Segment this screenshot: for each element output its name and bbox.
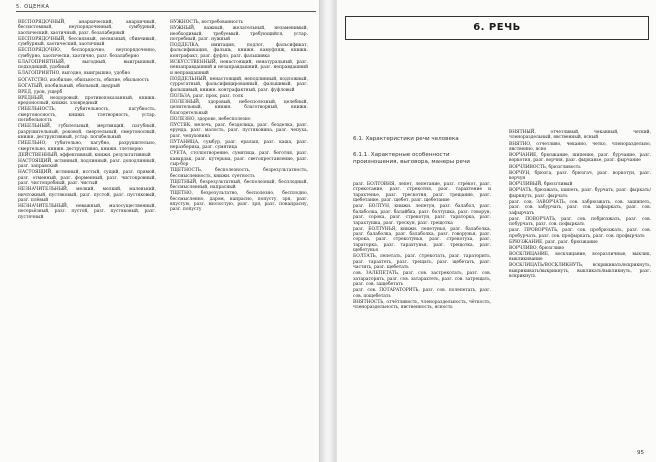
dictionary-entry [170, 191, 308, 213]
dictionary-entry [509, 246, 651, 251]
dictionary-entry [509, 200, 651, 216]
entry-text: ВНЯТНЫЙ, отчетливый, чеканный, четкий, членораздельный, явственный, ясный [509, 130, 651, 141]
running-head [16, 2, 316, 12]
dictionary-entry [18, 20, 156, 36]
dictionary-entry [509, 171, 651, 182]
entry-text: НЕЗНАЧИТЕЛЬНЫЙ, неважный, малосущественный, несерьёзный, разг. пустой, разг. пустяковый, разг. пустячный [18, 204, 156, 220]
entry-text: разг. БОЛТУН, книжн. лепетун, разг. балабол, разг. балаболка, разг. балайбка, разг. болтушка, разг. говорун, разг. сорока, разг. стрекотун, разг. тараторка, разг. тарахтушка, разг. трескун, разг. трещотка [353, 204, 491, 226]
dictionary-entry [18, 96, 156, 107]
dictionary-entry [170, 77, 308, 93]
dictionary-entry [170, 60, 308, 76]
dictionary-entry [509, 182, 651, 187]
entry-text: ПОЛЬЗА, разг. прок, разг. толк [170, 93, 244, 99]
entry-text: ДЕЙСТВЕННЫЙ, эффективный, книжн. результативный [18, 152, 151, 158]
dictionary-entry [509, 228, 651, 239]
dictionary-entry [353, 182, 491, 204]
dictionary-entry [509, 153, 651, 164]
entry-text: ВРЕДНЫЙ, нездоровый, противопоказанный, книжн. вредоносный, книжн. зловредный [18, 95, 156, 107]
entry-text: ВОРЧЛИВЫЙ, брюзгливый [509, 182, 573, 188]
dictionary-entry [509, 252, 651, 263]
entry-text: ВОРЧЛИВО, брюзгливо [509, 245, 565, 251]
entry-text: ИСКУССТВЕННЫЙ, ненастоящий, ненатуральный, разг. невзаправдашний и незаправдашний, разг. неправдашний и неправдашний [170, 59, 308, 76]
entry-text: ВНЯТНОСТЬ, отчётливость, членораздельность, чёткость, членораздельность, явственность, ясность [353, 299, 491, 311]
dictionary-entry [18, 204, 156, 220]
dictionary-entry [170, 123, 308, 139]
entry-text: БЛАГОПРИЯТНО, выгодно, выигрышно, удобно [18, 71, 131, 77]
dictionary-entry [170, 180, 308, 191]
entry-text: разг. сов. ПОТАРАТОРИТЬ, разг. сов. полепетать, разг. сов. пощебетать [353, 288, 491, 299]
entry-text: ВОРЧАТЬ, брюзжать, шипеть, разг. бурчать, разг. фыркать/фыркнуть, разг. фырчать [509, 188, 651, 199]
entry-text: НАСТОЯЩИЙ, истинный, подлинный, разг. доподлинный, разг. заправский [18, 158, 156, 170]
dictionary-entry [170, 117, 308, 122]
dictionary-entry [170, 100, 308, 116]
dictionary-entry [509, 188, 651, 199]
running-head-text: 5. ОЦЕНКА [16, 4, 50, 10]
dictionary-entry [353, 288, 491, 299]
dictionary-entry [170, 43, 308, 59]
entry-text: ВЕСПОРЯДОЧНЫЙ, анархический, анархичный, бессистемный, неупорядоченный, сумбурный, хаотический, хаотичный, разг. безалаберный [18, 20, 156, 36]
entry-text: ВОСКЛИЦАТЬ/ВОСКЛИКНУТЬ, вскрикивать/вскрикнуть, выкрикивать/выкрикнуть, выкликать/выкликнуть, разг. вскрикнуть [509, 263, 651, 280]
dictionary-entry [18, 37, 156, 48]
dictionary-entry [509, 263, 651, 279]
entry-text: ТЩЕТНЫЙ, безрезультатный, бесполезный, бесплодный, бессмысленный, напрасный [170, 179, 308, 191]
dictionary-entry [18, 71, 156, 76]
dictionary-entry [18, 170, 156, 186]
section-heading: 6.1. Характеристики речи человека [353, 136, 459, 142]
dictionary-entry [18, 84, 156, 89]
entry-text: ВНЯТНО, отчетливо, чеканно, четко, членораздельно, явственно, ясно [509, 141, 651, 152]
entry-text: ПОДДЕЛКА, имитация, подлог, фальсификат, фальсификация, фальшь, книжн. камуфляж, книжн. контрафакт, разг. фуфло, разг. фальшивка [170, 43, 308, 59]
entry-text: НУЖНОСТЬ, востребованность [170, 20, 243, 25]
entry-text: ПОДДЕЛЬНЫЙ, ненастоящий, неподлинный, подложный, суррогатный, фальсифицированный, фальшивый, разг. фальшивый, книжн. контрафактный, разг. фуфловый [170, 76, 308, 93]
entry-text: разг. БОЛТОВНЯ, лепет, лепетание, разг. стрёкот, разг. стрекотание, разг. стрекотня, разг. тарахтение и тарахтенье, разг. трескотня, разг. трещание, разг. щебетание, разг. щебет, разг. щебетание [353, 182, 491, 204]
dictionary-entry [18, 90, 156, 95]
entry-text: ТЩЕТНО, безрезультатно, бесполезно, бесплодно, бессмысленно, даром, напрасно, попусту, зря, разг. впустую, разг. вхолостую, разг. зря, разг. понапрасну, разг. попусту [170, 191, 308, 213]
subsection-heading: 6.1.1. Характерные особенности произношения, выговора, манеры речи [353, 152, 470, 165]
chapter-title: 6. РЕЧЬ [345, 16, 649, 40]
entry-text: разг. сов. ЗАВОРЧАТЬ, сов. забрюзжать, сов. зашипеть, разг. сов. забурчать, разг. сов. зафыркать, разг. сов. зафырчать [509, 199, 651, 216]
entry-text: БОГАТЫЙ, изобильный, обильный, щедрый [18, 83, 120, 89]
entry-text: ВОСКЛИЦАНИЕ, восклицание, всеразличные, выклик, выкликивание [509, 251, 651, 263]
dictionary-column-3 [353, 182, 491, 311]
entry-text: разг. БОЛТУНЬЯ, книжн. лепетунья, разг. балаболка, разг. балаболка, разг. балаболка, разг. говорунья, разг. сорока, разг. стрекотунья, разг. стрекотуха, разг. тараторка, разг. тарахтунья, разг. трещотка, разг. щебетунья [353, 226, 491, 254]
entry-text: ВОРЧУН, брюзга, разг. брюзгач, разг. воркотун, разг. ворчун [509, 170, 651, 181]
dictionary-entry [509, 217, 651, 228]
entry-text: БРЮЗЖАНИЕ, разг. разг. брюзжание [509, 239, 598, 245]
dictionary-entry [18, 187, 156, 203]
dictionary-entry [353, 300, 491, 311]
entry-text: БОГАТСТВО, изобилие, обильность, обилие, обильность [18, 77, 150, 83]
entry-text: ГИБЕЛЬНОСТЬ, губительность, пагубность, смертоносность, книжн. тлетворность, устар. погибельность [18, 107, 156, 124]
entry-text: разг. ПОВОРЧАТЬ, разг. сов. побрюзжать, разг. сов. побурчать, разг. сов. пофыркать [509, 216, 651, 227]
entry-text: НАСТОЯЩИЙ, истинный, исстый, сущий, разг. прямой, разг. отменный, разг. форменный, разг. чистокровный, разг. чистопробный, разг. чистый [18, 170, 156, 186]
entry-text: БЕСПОРЯДОЧНО, беспорядочно, неупорядоченно, сумбурно, хаотически, хаотично, разг. безалаберно [18, 48, 156, 59]
entry-text: ПОЛЕЗНО, здорово, небесполезно [170, 116, 251, 122]
dictionary-entry [18, 141, 156, 152]
entry-text: ГИБЕЛЬНЫЙ, губительный, мертвящий, пагубный, разрушительный, роковой, смертельный, смертоносный, книжн. деструктивный, устар. погибельный [18, 124, 156, 140]
entry-text: БЕСПОРЯДОЧНЫЙ, бессвязный, несвязный, сбивчивый, сумбурный, хаотический, хаотичный [18, 36, 156, 48]
entry-text: разг. ПРОВОРЧАТЬ, разг. сов. пробрюзжать, разг. сов. пробурчать, разг. сов. профыркать, разг. сов. профырчать [509, 228, 651, 239]
entry-text: СУЕТА, столпотворение, сумятица, разг. беготня, разг. кавардак, разг. кутерьма, разг. светопреставление, разг. сыр-бор [170, 151, 308, 168]
left-page [0, 0, 320, 462]
dictionary-entry [170, 140, 308, 151]
dictionary-entry [18, 107, 156, 123]
dictionary-entry [170, 20, 308, 25]
entry-text: ГИБЕЛЬНО, губительно, пагубно, разрушительно, смертельно, книжн. деструктивно, книжн. тлетворно [18, 141, 156, 152]
entry-text: ВОРЧЛИВОСТЬ, брюзгливость [509, 164, 581, 170]
dictionary-entry [18, 159, 156, 170]
dictionary-entry [170, 151, 308, 167]
entry-text: ПОЛЕЗНЫЙ, здоровый, небесполезный, целебный, целительный, книжн. благотворный, книжн. благодетельный [170, 99, 308, 116]
entry-text: БОЛТАТЬ, лепетать, разг. стрекотать, разг. тараторить, разг. тарахтеть, разг. трещать, разг. щебетать, разг. частить, разг. щебетать [353, 254, 491, 271]
entry-text: НУЖНЫЙ, важный, желательный, незаменимый, необходимый, требуемый, требующийся, устар. потребный, разг. нужный [170, 26, 308, 42]
dictionary-entry [18, 60, 156, 71]
dictionary-column-4 [509, 130, 651, 280]
entry-text: ПУСТЯК, мелочь, разг. безделица, разг. безделка, разг. ерунда, разг. малость, разг. пустяковина, разг. чепуха, разг. чепуховина [170, 122, 308, 139]
dictionary-entry [18, 48, 156, 59]
entry-text: сов. ЗАЛЕПЕТАТЬ, разг. сов. застрекотать, разг. сов. затараторить, разг. сов. затарахтеть, разг. сов. затрещать, разг. сов. защебетать [353, 271, 491, 288]
entry-text: ТЩЕТНОСТЬ, бесполезность, безрезультатность, бессмысленность, книжн. суетность [170, 168, 308, 179]
dictionary-column-2 [170, 20, 308, 213]
entry-text: БЛАГОПРИЯТНЫЙ, выгодный, выигрышный, подходящий, удобный [18, 59, 156, 71]
dictionary-entry [353, 227, 491, 254]
dictionary-entry [353, 254, 491, 270]
dictionary-entry [353, 204, 491, 226]
book-gutter [320, 0, 336, 462]
dictionary-entry [18, 124, 156, 140]
dictionary-entry [509, 142, 651, 153]
entry-text: НЕЗНАЧИТЕЛЬНЫЙ, мелкий, мелкий, маленький, ничтожный, пустяковый, разг. пустой, разг. пустяковый, разг. плёвый [18, 187, 156, 203]
dictionary-entry [170, 26, 308, 42]
dictionary-entry [18, 78, 156, 83]
dictionary-entry [353, 271, 491, 287]
dictionary-entry [170, 168, 308, 179]
dictionary-entry [170, 94, 308, 99]
dictionary-column-1 [18, 20, 156, 221]
entry-text: ВРЕД, урон, ущерб [18, 89, 63, 95]
right-page [336, 0, 656, 462]
dictionary-entry [18, 153, 156, 158]
entry-text: ВОРЧАНИЕ, брюзжание, шипение, разг. бурчание, разг. воркотня, разг. ворчня, разг. фырканье, разг. фырчание [509, 153, 651, 164]
dictionary-entry [509, 130, 651, 141]
entry-text: ПУТАНИЦА, сумбур, разг. ералаш, разг. каша, разг. неразбериха, разг. сумятица [170, 139, 308, 151]
page-number: 95 [637, 450, 644, 456]
dictionary-entry [509, 165, 651, 170]
dictionary-entry [509, 240, 651, 245]
